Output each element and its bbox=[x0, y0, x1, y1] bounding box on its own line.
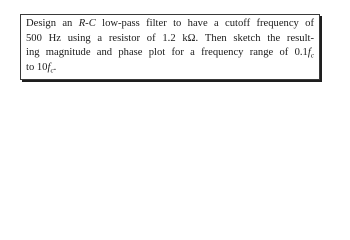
filter-type-rc: R-C bbox=[78, 18, 96, 29]
problem-line-3-pre: ing magnitude and phase plot for a frequency range of 0.1 bbox=[26, 47, 308, 58]
problem-line-1-post: low-pass filter to have a cutoff frequency of bbox=[95, 18, 314, 29]
problem-text bbox=[26, 17, 314, 75]
cutoff-frequency-symbol-2: f bbox=[47, 61, 51, 73]
problem-line-4 bbox=[26, 61, 314, 76]
problem-line-3 bbox=[26, 46, 314, 61]
cutoff-frequency-subscript: c bbox=[310, 51, 314, 60]
problem-line-1-pre: Design an bbox=[26, 18, 79, 29]
problem-line-2: 500 Hz using a resistor of 1.2 kΩ. Then sketch the result- bbox=[26, 32, 314, 44]
problem-line-1 bbox=[26, 17, 314, 32]
problem-line-4-pre: to 10 bbox=[26, 61, 48, 73]
cutoff-frequency-symbol: f bbox=[307, 47, 311, 58]
problem-line-4-post: . bbox=[53, 61, 57, 73]
cutoff-frequency-subscript-2: c bbox=[50, 66, 54, 75]
problem-box bbox=[20, 14, 320, 80]
